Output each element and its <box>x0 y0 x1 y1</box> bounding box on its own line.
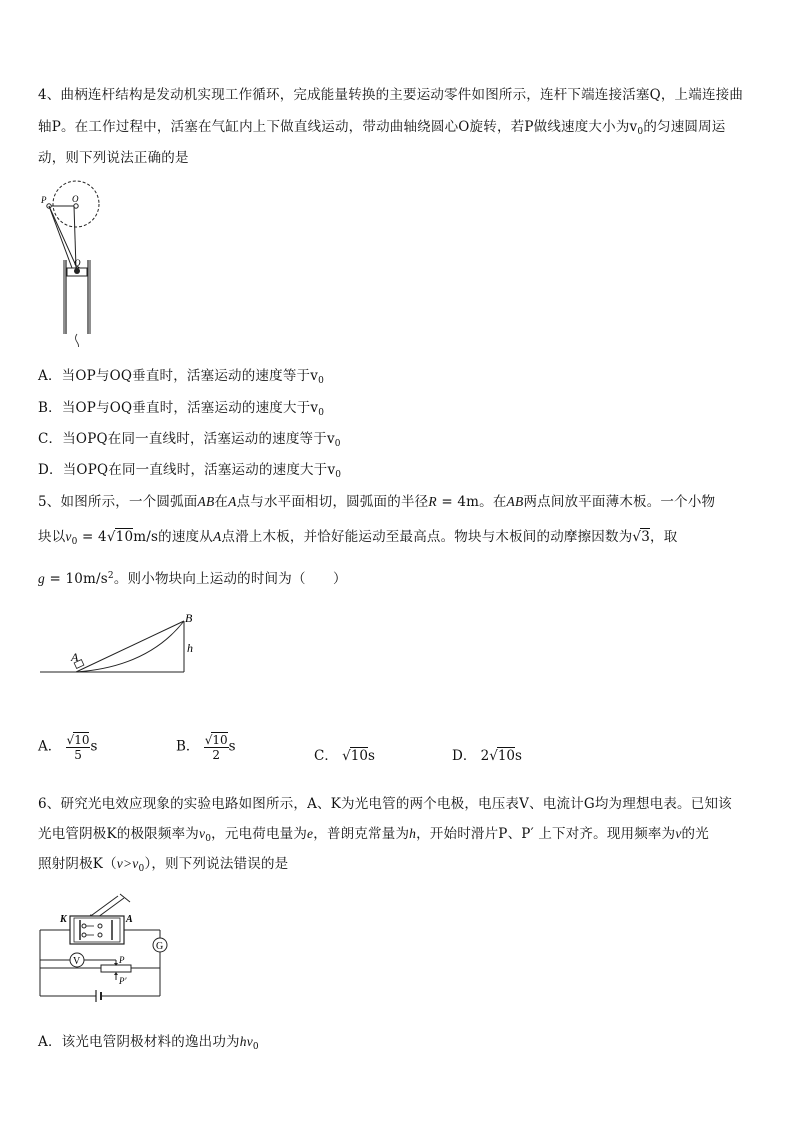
q6-line-1: 6、研究光电效应现象的实验电路如图所示，A、K为光电管的两个电极，电压表V、电流计G均为理想电表。已知该 <box>38 796 732 812</box>
q6-label-V: V <box>73 956 81 967</box>
q5-label-h: h <box>187 641 193 655</box>
q4-line-2: 轴P。在工作过程中，活塞在气缸内上下做直线运动，带动曲轴绕圆心O旋转，若P做线速度大小为$v_0$的匀速圆周运 <box>38 119 726 137</box>
q6-line-2: 光电管阴极K的极限频率为$\nu_0$，元电荷电量为e，普朗克常量为h，开始时滑片P、P′ 上下对齐。现用频率为ν的光 <box>38 826 709 844</box>
q4-label-P: P <box>41 195 47 205</box>
q5-arc-figure <box>38 605 208 680</box>
q4-line-1: 4、曲柄连杆结构是发动机实现工作循环，完成能量转换的主要运动零件如图所示，连杆下端连接活塞Q，上端连接曲 <box>38 87 744 103</box>
q4-line-3: 动，则下列说法正确的是 <box>38 150 189 166</box>
q6-circuit-figure <box>36 888 176 1010</box>
q6-label-A: A <box>126 914 133 925</box>
q5-option-b[interactable]: B． $\frac{√10}{2}$ s <box>176 733 236 762</box>
q5-label-B: B <box>185 611 193 625</box>
q5-label-A: A <box>71 650 79 664</box>
q4-option-c[interactable]: C．当OPQ在同一直线时，活塞运动的速度等于$v_0$ <box>38 431 341 449</box>
q6-label-K: K <box>60 914 67 925</box>
q5-line-1: 5、如图所示，一个圆弧面AB在A点与水平面相切，圆弧面的半径R = 4m。在AB两点间放平面薄木板。一个小物 <box>38 494 716 510</box>
q4-label-O: O <box>72 194 79 204</box>
q5-option-c[interactable]: C． √10s <box>314 748 375 764</box>
q5-option-a[interactable]: A． $\frac{√10}{5}$ s <box>38 733 98 762</box>
q5-option-d[interactable]: D． 2√10s <box>452 748 522 764</box>
q4-crank-figure <box>36 172 106 347</box>
q5-line-2: 块以$v_0 = 4√10m/s$的速度从A点滑上木板，并恰好能运动至最高点。物块与木板间的动摩擦因数为√3，取 <box>38 529 678 547</box>
q4-option-d[interactable]: D．当OPQ在同一直线时，活塞运动的速度大于$v_0$ <box>38 462 342 480</box>
q4-option-a[interactable]: A．当OP与OQ垂直时，活塞运动的速度等于$v_0$ <box>38 368 324 386</box>
q6-label-P-prime: P′ <box>119 976 127 986</box>
q6-option-a[interactable]: A．该光电管阴极材料的逸出功为$h\nu_0$ <box>38 1034 259 1052</box>
q6-label-P: P <box>119 955 125 965</box>
q6-label-G: G <box>156 941 164 952</box>
q4-option-b[interactable]: B．当OP与OQ垂直时，活塞运动的速度大于$v_0$ <box>38 400 325 418</box>
q6-line-3: 照射阴极$K(\nu>\nu_0)$，则下列说法错误的是 <box>38 856 289 874</box>
q4-label-Q: Q <box>74 258 81 268</box>
q5-line-3: $g = 10m/s^2$。则小物块向上运动的时间为（ ） <box>38 571 347 587</box>
